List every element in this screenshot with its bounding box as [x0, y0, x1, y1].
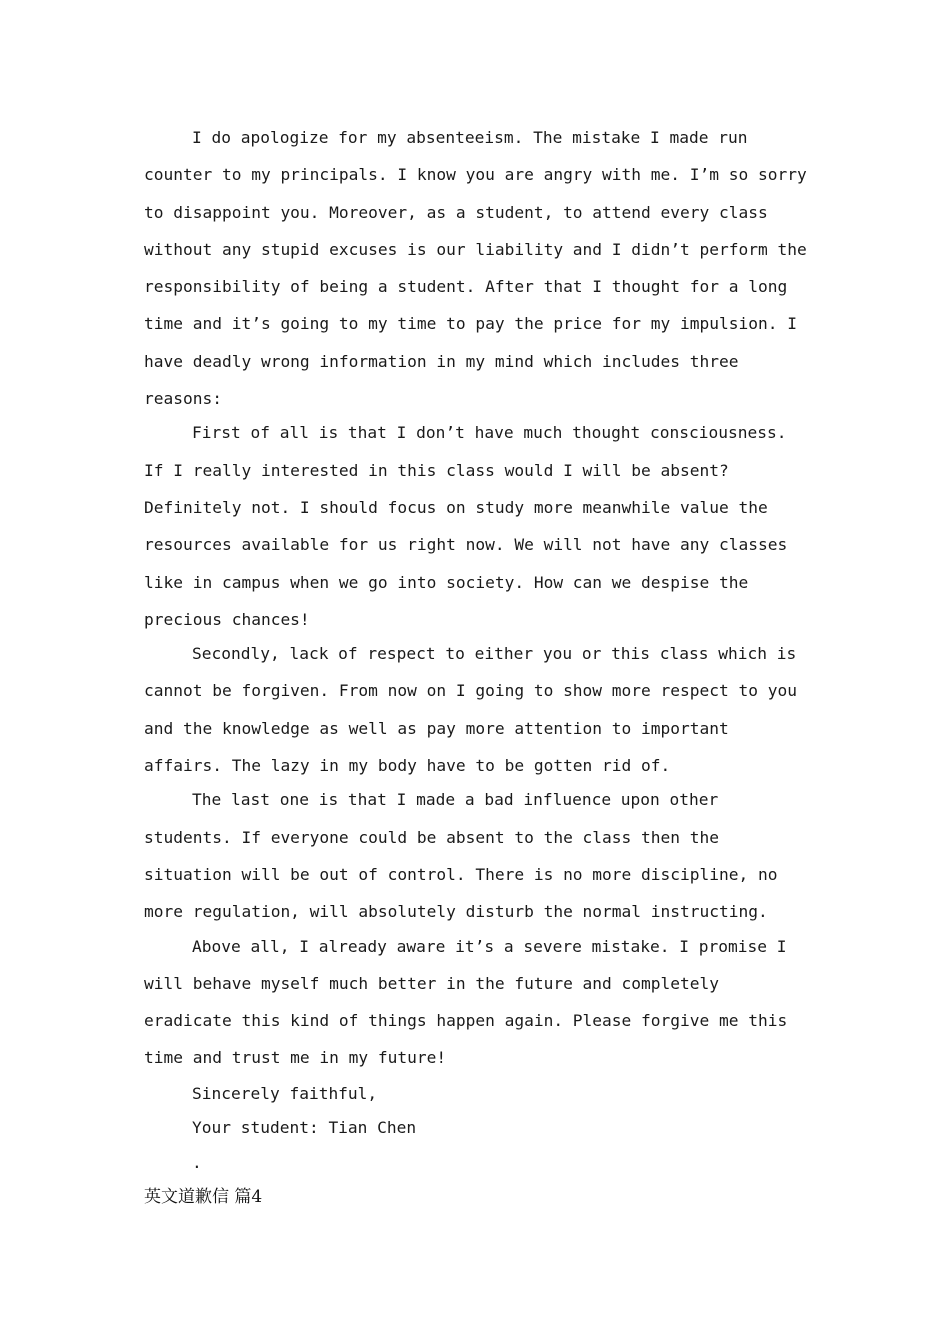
paragraph-second-reason: Secondly, lack of respect to either you or this class which is cannot be forgiven. From now on I going to show more respect to you and the knowledge as well as pay more attention to important affairs. The lazy in my body have to be gotten rid of. — [144, 644, 797, 776]
paragraph-conclusion: Above all, I already aware it’s a severe mistake. I promise I will behave myself much better in the future and completely eradicate this kind of things happen again. Please forgive me this time and trust me in my future! — [144, 936, 788, 1068]
letter-body — [144, 119, 810, 1214]
closing-line: Sincerely faithful, — [192, 1083, 378, 1103]
paragraph-apology: I do apologize for my absenteeism. The mistake I made run counter to my principals. I know you are angry with me. I’m so sorry to disappoint you. Moreover, as a student, to attend every class without any stupid excuses is our liability and I didn’t perform the responsibility of being a student. After that I thought for a long time and it’s going to my time to pay the price for my impulsion. I have deadly wrong information in my mind which includes three reasons: — [144, 128, 807, 409]
signature-line: Your student: Tian Chen — [192, 1118, 417, 1138]
paragraph-third-reason: The last one is that I made a bad influence upon other students. If everyone could be absent to the class then the situation will be out of control. There is no more discipline, no more regulation, will absolutely disturb the normal instructing. — [144, 790, 778, 922]
paragraph-first-reason: First of all is that I don’t have much thought consciousness. If I really interested in this class would I will be absent? Definitely not. I should focus on study more meanwhile value the resources available for us right now. We will not have any classes like in campus when we go into society. How can we despise the precious chances! — [144, 423, 788, 629]
separator-dot: . — [192, 1152, 202, 1172]
section-heading: 英文道歉信 篇4 — [144, 1186, 263, 1207]
